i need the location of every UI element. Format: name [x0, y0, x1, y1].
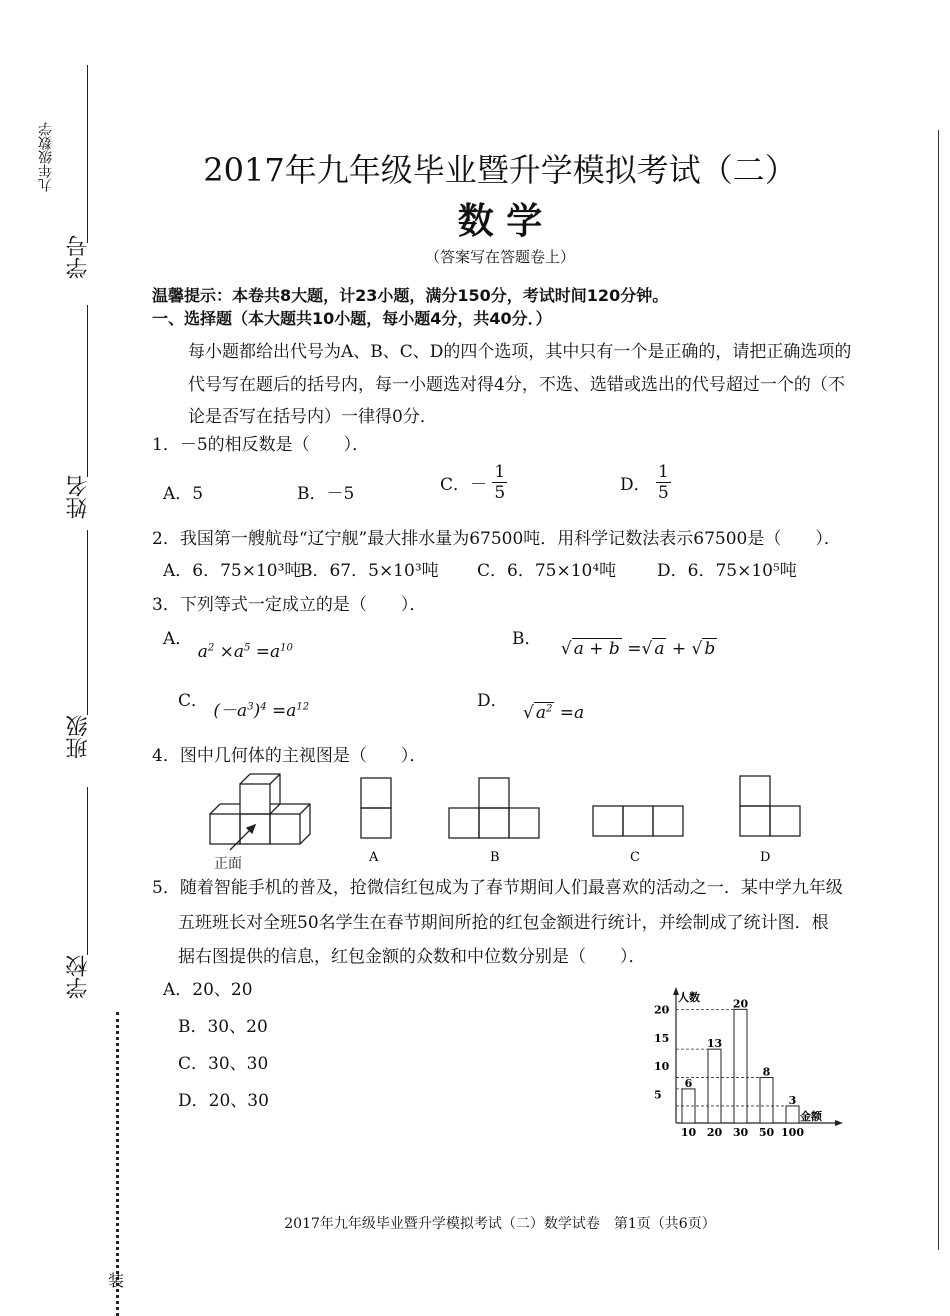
page-footer: 2017年九年级毕业暨升学模拟考试（二）数学试卷 第1页（共6页）: [284, 1216, 716, 1232]
chart-x-tick: 100: [781, 1126, 804, 1139]
q3-b-formula: √ a + b =√ a + √ b: [560, 639, 716, 659]
q4-option-b-label: B: [490, 850, 500, 865]
chart-x-tick: 20: [706, 1126, 723, 1139]
q5-option-d: D．20、30: [178, 1091, 269, 1111]
section1-heading: 一、选择题（本大题共10小题，每小题4分，共40分．）: [152, 309, 552, 328]
chart-y-label: 人数: [678, 991, 700, 1004]
name-label: 姓名: [66, 475, 91, 519]
q5-option-c: C．30、30: [178, 1054, 269, 1074]
chart-x-arrow: [835, 1120, 843, 1126]
q3-b-label: B．: [512, 629, 542, 649]
q4-option-a-label: A: [369, 850, 379, 865]
q1-d-label: D．: [620, 475, 651, 495]
class-label: 班级: [66, 715, 91, 759]
q1-a-label: A．: [163, 484, 193, 504]
chart-data-label: 13: [706, 1037, 723, 1051]
q2-option-a: A．6．75×10³吨: [163, 561, 302, 581]
q1-expression: －5: [179, 435, 208, 455]
q3-a-formula: $a^2 \times a^5 =a^{10}$: [197, 642, 293, 662]
q5-line-1: 5．随着智能手机的普及，抢微信红包成为了春节期间人们最喜欢的活动之一．某中学九年级: [152, 878, 843, 898]
chart-bar: [708, 1049, 721, 1123]
q4-option-c-label: C: [630, 850, 640, 865]
q3-option-a: [163, 624, 293, 662]
q5-option-a: A．20、20: [163, 980, 253, 1000]
q4-option-d-label: D: [760, 850, 771, 865]
q2-option-d: D．6．75×10⁵吨: [657, 561, 797, 581]
q3-option-b: [512, 624, 717, 659]
binding-line-4: [87, 787, 88, 955]
q1-option-d: [620, 462, 671, 503]
q2-option-b: B．67．5×10³吨: [300, 561, 439, 581]
section1-instructions-1: 每小题都给出代号为A、B、C、D的四个选项，其中只有一个是正确的，请把正确选项的: [188, 342, 852, 362]
q2-option-c: C．6．75×10⁴吨: [477, 561, 617, 581]
chart-data-label: 6: [684, 1076, 693, 1090]
right-edge-line: [938, 130, 939, 1250]
q5-option-b: B．30、20: [178, 1017, 268, 1037]
chart-x-label: 金额: [800, 1110, 822, 1123]
subject-tag: 九年级数学: [38, 122, 54, 192]
q3-a-label: A．: [163, 629, 193, 649]
q1-number: 1．: [152, 435, 180, 455]
page-title: 2017年九年级毕业暨升学模拟考试（二）: [203, 151, 797, 189]
q3-c-label: C．: [178, 691, 209, 711]
section1-instructions-2: 代号写在题后的括号内，每一小题选对得4分，不选、选错或选出的代号超过一个的（不: [188, 375, 845, 395]
q3-stem: 3．下列等式一定成立的是（ ）．: [152, 595, 427, 615]
q4-figures: [200, 770, 820, 870]
chart-y-tick: 20: [654, 1003, 670, 1017]
q1-c-sign: －: [470, 475, 488, 495]
chart-y-tick: 5: [654, 1088, 662, 1102]
binding-line-2: [87, 305, 88, 477]
q1-a-text: 5: [192, 484, 204, 504]
chart-x-tick: 10: [680, 1126, 697, 1139]
section1-instructions-3: 论是否写在括号内）一律得0分．: [188, 407, 437, 427]
q3-d-formula: √ $a^2 =a$: [523, 703, 585, 723]
school-label: 学校: [66, 955, 91, 999]
q4-option-c-figure: [593, 806, 683, 836]
chart-data-label: 20: [732, 997, 749, 1011]
q1-stem: [152, 430, 369, 455]
subject-title: 数 学: [457, 201, 543, 242]
binding-mark: 装: [108, 1271, 125, 1290]
chart-data-label: 3: [788, 1093, 797, 1107]
chart-bar: [760, 1078, 773, 1123]
q1-option-b: [297, 479, 354, 504]
q3-d-label: D．: [477, 691, 508, 711]
q4-front-label: 正面: [214, 856, 242, 870]
notice: 温馨提示：本卷共8大题，计23小题，满分150分，考试时间120分钟。: [152, 286, 669, 305]
q4-option-d-figure: [740, 776, 800, 836]
q2-stem: 2．我国第一艘航母“辽宁舰”最大排水量为67500吨．用科学记数法表示67500是（ ）．: [152, 529, 841, 549]
answer-note: （答案写在答题卷上）: [424, 248, 575, 266]
q4-option-a-figure: [361, 778, 391, 838]
q1-b-label: B．: [297, 484, 327, 504]
q4-option-b-figure: [449, 778, 539, 838]
q5-line-2: 五班班长对全班50名学生在春节期间所抢的红包金额进行统计，并绘制成了统计图．根: [178, 913, 829, 933]
chart-x-tick: 30: [732, 1126, 749, 1139]
q1-option-c: [440, 462, 507, 503]
red-packet-chart: [640, 985, 850, 1140]
q3-option-c: [178, 686, 310, 721]
student-id-label: 学号: [66, 235, 91, 279]
binding-line-3: [87, 530, 88, 715]
chart-bar: [786, 1106, 799, 1123]
q1-stem-text: 的相反数是（ ）．: [207, 435, 370, 455]
q1-option-a: [163, 479, 203, 504]
q4-stem: 4．图中几何体的主视图是（ ）．: [152, 746, 427, 766]
chart-bar: [734, 1009, 747, 1123]
q3-c-formula: $(-a^3)^4 =a^{12}$: [213, 701, 310, 721]
q1-d-fraction: $\frac{1}{5}$: [658, 462, 669, 503]
chart-y-tick: 10: [654, 1060, 670, 1074]
q5-line-3: 据右图提供的信息，红包金额的众数和中位数分别是（ ）．: [178, 947, 646, 967]
chart-y-tick: 15: [654, 1031, 670, 1045]
q1-c-label: C．: [440, 475, 471, 495]
chart-data-label: 8: [762, 1065, 771, 1079]
q3-option-d: [477, 686, 585, 723]
q1-c-fraction: $\frac{1}{5}$: [494, 462, 506, 503]
chart-x-tick: 50: [758, 1126, 775, 1139]
q1-b-text: －5: [326, 484, 355, 504]
q4-solid-figure: [210, 774, 310, 850]
